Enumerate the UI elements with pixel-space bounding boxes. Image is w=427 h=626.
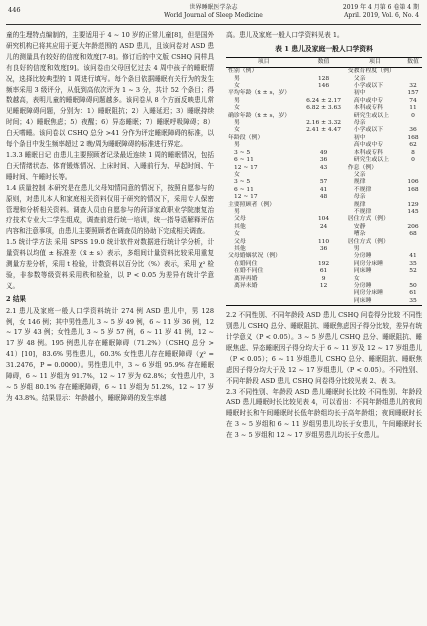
demographics-table [226,57,422,306]
journal-title-en: World Journal of Sleep Medicine [164,11,263,19]
table-cell: 36 [319,245,328,252]
table-cell [226,290,301,297]
table-cell: 36 [319,157,328,164]
table-row [226,224,422,231]
paragraph: 2.2 不同性别、不同年龄段 ASD 患儿 CSHQ 问卷得分比较 不同性别患儿 CSHQ 总分、睡眠阻抗、睡眠焦虑因子得分比较，差异有统计学意义（P < 0.05）。3 ~ 5 岁患儿 CSHQ 总分、睡眠阻抗、睡眠焦虑、异态睡眠因子得分均大于 6 ~ 11 岁及 12 ~ 17 岁组患儿（P < 0.05）；6 ~ 11 岁组患儿 CSHQ 总分、睡眠阻抗、睡眠焦虑因子得分均大于及 12 ~ 17 岁组患儿（P < 0.05）。不同性别、不同年龄段 ASD 患儿 CSHQ 问卷得分比较见表 2、表 3。 [226,311,422,385]
table-cell: 0 [411,112,415,119]
table-row [226,231,422,238]
paragraph: 2.1 患儿及家庭一般人口学资料统计 274 例 ASD 患儿中，男 128 例，女 146 例；其中男性患儿 3 ~ 5 岁 49 例，6 ~ 11 岁 36 例，12 ~ 17 岁 43 例；女性患儿 3 ~ 5 岁 57 例，6 ~ 11 岁 41 例，12 ~ 17 岁 48 例。195 例患儿存在睡眠障碍（71.2%）（CSHQ 总分 > 41）[10]，83.6% 男性患儿，60.3% 女性患儿存在睡眠障碍（χ² = 31.2476，P = 0.0000）。男性患儿中，3 ~ 6 岁组 95.9% 存在睡眠障碍，6 ~ 11 岁组为 91.7%，12 ~ 17 岁为 62.8%；女性患儿中，3 ~ 5 岁组 80.1% 存在睡眠障碍，6 ~ 11 岁组为 51.2%，12 ~ 17 岁为 43.8%。结果显示：年龄越小，睡眠障碍的发生率越 [6,306,214,402]
table-cell [301,298,345,306]
table-cell [404,246,422,253]
page-number: 446 [8,6,21,14]
table-cell: 女 [234,231,240,238]
paragraph: 1.5 统计学方法 采用 SPSS 19.0 统计软件对数据进行统计学分析，计量资料以均值 ± 标准差（x̄ ± s）表示，多组间计量资料比较采用重复测量方差分析，采用 t 检验，计数资料以百分比（%）表示，采用 χ² 检验，非参数等级资料采用秩和检验，以 P < 0.05 为差异有统计学意义。 [6,238,214,290]
table-row [226,202,422,209]
table-row [226,283,422,290]
table-cell [301,68,345,76]
table-cell: 同床睡 [353,268,372,275]
table-cell: 女 [234,105,240,112]
table-cell: 父母 [234,216,246,223]
table-cell: 性别（例） [228,68,258,75]
issue-date [343,4,419,19]
table-cell: 父母婚姻状况（例） [228,253,282,260]
table-cell: 0 [411,157,415,164]
paragraph: 1.4 质量控制 本研究是在患儿父母知情同意的情况下，按照自愿参与的原则，对患儿本人和家庭相关资料仅用于研究的情况下，采用专人保密管理和分析相关资料。调查人员由自愿参与的菏泽家政职业学院康复治疗技术专业大二学生组成，调查前进行统一培训，统一指导语解释评估内容和注意事项，由患儿主要照顾者在调查员的协助下完成相关调查。 [6,183,214,236]
table-cell: 不规律 [353,208,372,215]
table-cell: 男 [234,120,240,127]
table-cell: 作息（例） [347,164,378,171]
table-cell: 35 [409,260,417,267]
table-cell: 其他 [234,245,246,252]
table-cell: 6 ~ 11 [234,157,254,164]
table-row [226,298,422,306]
table-row [226,165,422,172]
table-cell: 高中或中专 [353,142,384,149]
table-cell: 43 [319,164,328,171]
table-cell: 74 [409,97,417,104]
table-row [226,194,422,201]
table-cell: 2.41 ± 4.47 [306,127,342,134]
table-cell: 104 [317,216,330,223]
table-cell: 年龄段（例） [228,134,264,141]
table-cell: 35 [404,298,422,306]
table-row [226,253,422,260]
table-cell: 50 [409,283,417,289]
table-cell [404,165,422,172]
table-cell [404,68,422,76]
table-cell: 父亲 [353,75,366,82]
table-cell: 在婚不同住 [234,268,264,275]
table-cell: 平均年龄（x̄ ± s，岁） [228,90,291,97]
table-cell: 母亲 [353,194,366,201]
table-cell: 106 [407,179,419,186]
table-cell: 女 [353,275,360,282]
table-cell: 女 [234,127,240,134]
table-cell: 同床睡 [346,298,404,306]
table-cell: 分房睡 [353,253,372,260]
table-cell: 192 [317,260,330,267]
table-body [226,68,422,306]
table-cell [301,231,345,238]
table-cell: 不规律 [353,186,372,193]
table-cell [301,142,345,149]
table-cell: 母亲 [353,120,366,127]
table-cell: 本科或专科 [353,105,384,112]
table-cell: 206 [407,223,419,230]
table-row [226,90,422,97]
table-cell: 男 [234,142,240,149]
table-cell: 男 [234,208,240,215]
table-cell [404,239,422,246]
table-cell: 146 [317,83,330,90]
table-cell: 初中 [353,90,366,97]
table-row [226,172,422,179]
table-header-row [226,57,422,67]
table-row [226,120,422,127]
journal-title-cn: 世界睡眠医学杂志 [189,4,238,11]
table-cell: 女 [234,83,240,90]
table-header-cell: 数值 [301,57,345,67]
table-cell: 嘈杂 [353,231,366,238]
table-cell: 在婚同住 [234,260,258,267]
table-cell: 男 [234,97,240,104]
table-cell: 男 [234,75,240,82]
table-cell [404,276,422,283]
issue-date-en: April. 2019, Vol. 6, No. 4 [344,11,419,19]
table-row [226,68,422,76]
table-cell: 24 [319,223,328,230]
table-cell: 同房分床睡 [353,260,384,267]
table-cell: 研究生或以上 [353,112,390,119]
issue-date-cn: 2019 年 4 月第 6 卷第 4 期 [342,4,419,11]
table-cell: 离异再婚 [234,275,258,282]
table-row [226,216,422,223]
table-cell: 2.16 ± 3.32 [306,120,342,127]
table-cell: 49 [319,149,328,156]
table-row [226,290,422,297]
table-cell: 157 [407,90,419,97]
paragraph: 高。患儿及家庭一般人口学资料见表 1。 [226,31,344,39]
table-row [226,209,422,216]
table-row [226,187,422,194]
table-cell: 168 [407,186,419,193]
table-cell: 高中或中专 [353,97,384,104]
table-row [226,113,422,120]
table-cell [404,216,422,223]
table-row [226,276,422,283]
paragraph: 童的生理特点编制的，主要适用于 4 ~ 10 岁的正常儿童[8]，但是国外研究机构已将其应用于更大年龄范围的 ASD 患儿，且该问卷对 ASD 患儿的测量具有较好的信度和效度[7-8]。修订后的中文版 CSHQ 同样具有良好的信度和效度[9]。该问卷由父母回忆过去 4 周中孩子的睡眠情况，选择比较典型的 1 周进行填写。每个条目依据睡眠有关行为的发生频率采用 3 级评分，从低到高依次评为 1 ~ 3 分，共计 52 个条目；得数越高，表明儿童的睡眠障碍问题越多。该问卷从 8 个方面反映患儿常见睡眠障碍问题，分别为：1）睡眠阻抗；2）入睡延迟；3）睡眠持续时间；4）睡眠焦虑；5）夜醒；6）异态睡眠；7）睡眠呼吸障碍；8）白天嗜睡。该问卷以 CSHQ 总分 >41 分作为评定睡眠障碍的标准，以每个条目中发生频率超过 2 晚/周为睡眠障碍的标准进行界定。 [6,31,214,149]
table-header-cell: 数值 [404,57,422,67]
table-cell: 62 [409,142,417,149]
table-cell: 12 ~ 17 [234,194,258,201]
table-row [226,105,422,112]
table-cell [301,172,345,179]
table-cell: 其他 [234,223,246,230]
table-cell: 初中 [353,134,366,141]
table-row [226,268,422,275]
table-cell: 规律 [353,179,366,186]
table-cell: 61 [409,290,417,297]
table-row [226,179,422,186]
table-title: 表 1 患儿及家庭一般人口学资料 [275,44,373,53]
table-cell [404,172,422,179]
table-cell: 小学或以下 [353,127,384,134]
table-cell: 57 [319,179,328,186]
table-cell: 主要照顾者（例） [228,201,276,208]
table-cell [301,113,345,120]
table-row [226,135,422,142]
table-cell: 6.24 ± 2.17 [306,97,342,104]
table-cell [226,298,301,306]
table-cell [404,194,422,201]
table-cell [301,253,345,260]
table-cell [301,290,345,297]
paragraph: 2.3 不同性别、年龄段 ASD 患儿睡眠时长比较 不同性别、年龄段 ASD 患儿睡眠时长比较见表 4，可以看出：不同年龄组患儿的夜间睡眠时长和午间睡眠时长低年龄组均长于高年龄组；夜间睡眠时长在 3 ~ 5 岁组和 6 ~ 11 岁组男患儿均长于女患儿，午间睡眠时长在 3 ~ 5 岁组和 12 ~ 17 岁组男患儿均长于女患儿。 [226,387,422,440]
table-cell: 女 [234,171,240,178]
right-column [226,30,422,441]
table-cell: 36 [409,127,417,134]
table-cell: 68 [409,231,417,238]
table-cell: 同房分床睡 [353,290,384,297]
table-cell: 41 [409,253,417,260]
results-continued [226,310,422,441]
left-column [6,30,214,404]
table-cell: 父亲 [353,171,366,178]
table-cell [404,120,422,127]
table-cell [301,202,345,209]
table-cell: 居住方式（例） [347,238,389,245]
table-row [226,76,422,83]
table-cell: 研究生或以上 [353,157,390,164]
table-cell: 129 [407,201,419,208]
table-cell: 居住方式（例） [347,216,389,223]
table-header-cell: 项目 [226,57,301,67]
table-cell [301,135,345,142]
table-cell: 3 ~ 5 [234,149,251,156]
table-cell: 本科或专科 [353,149,384,156]
table-row [226,157,422,164]
table-cell: 6 ~ 11 [234,186,254,193]
paragraph: 1.3.3 睡眠日记 由患儿主要照顾者记录最近连续 1 周的睡眠情况，包括白天情绪状态、体育锻炼情况、上床时间、入睡前行为、早起时间、午睡时间、午睡时长等。 [6,150,214,181]
table-cell: 48 [319,194,328,201]
table-cell: 3 ~ 5 [234,179,251,186]
results-heading: 2 结果 [6,294,26,303]
table-row [226,127,422,134]
table-cell: 男 [353,245,360,252]
table-header-cell: 项目 [346,57,404,67]
table-row [226,98,422,105]
table-cell: 145 [407,208,419,215]
table-cell: 61 [319,268,328,275]
table-cell: 110 [317,238,330,245]
table-cell: 168 [407,134,419,141]
table-cell: 受教育程度（例） [347,68,395,75]
page-header [6,4,421,25]
table-row [226,239,422,246]
table-cell: 9 [321,275,326,282]
table-row [226,150,422,157]
table-cell: 52 [409,268,417,275]
table-cell: 8 [411,149,415,156]
table-cell: 12 ~ 17 [234,164,258,171]
table-cell: 安静 [353,223,366,230]
table-cell: 父母 [234,238,246,245]
table-cell: 离异未婚 [234,283,258,289]
table-cell [301,90,345,97]
table-row [226,142,422,149]
table-cell: 11 [409,105,417,112]
table-cell: 128 [317,75,330,82]
table-cell: 41 [319,186,328,193]
table-cell: 分房睡 [353,283,372,289]
table-cell [404,76,422,83]
table-cell: 12 [319,283,328,289]
table-cell [301,209,345,216]
table-cell: 6.82 ± 3.63 [306,105,342,112]
table-cell: 小学或以下 [353,83,384,90]
table-cell: 32 [409,83,417,90]
table-cell: 规律 [353,201,366,208]
table-cell: 确诊年龄（x̄ ± s，岁） [228,112,291,119]
